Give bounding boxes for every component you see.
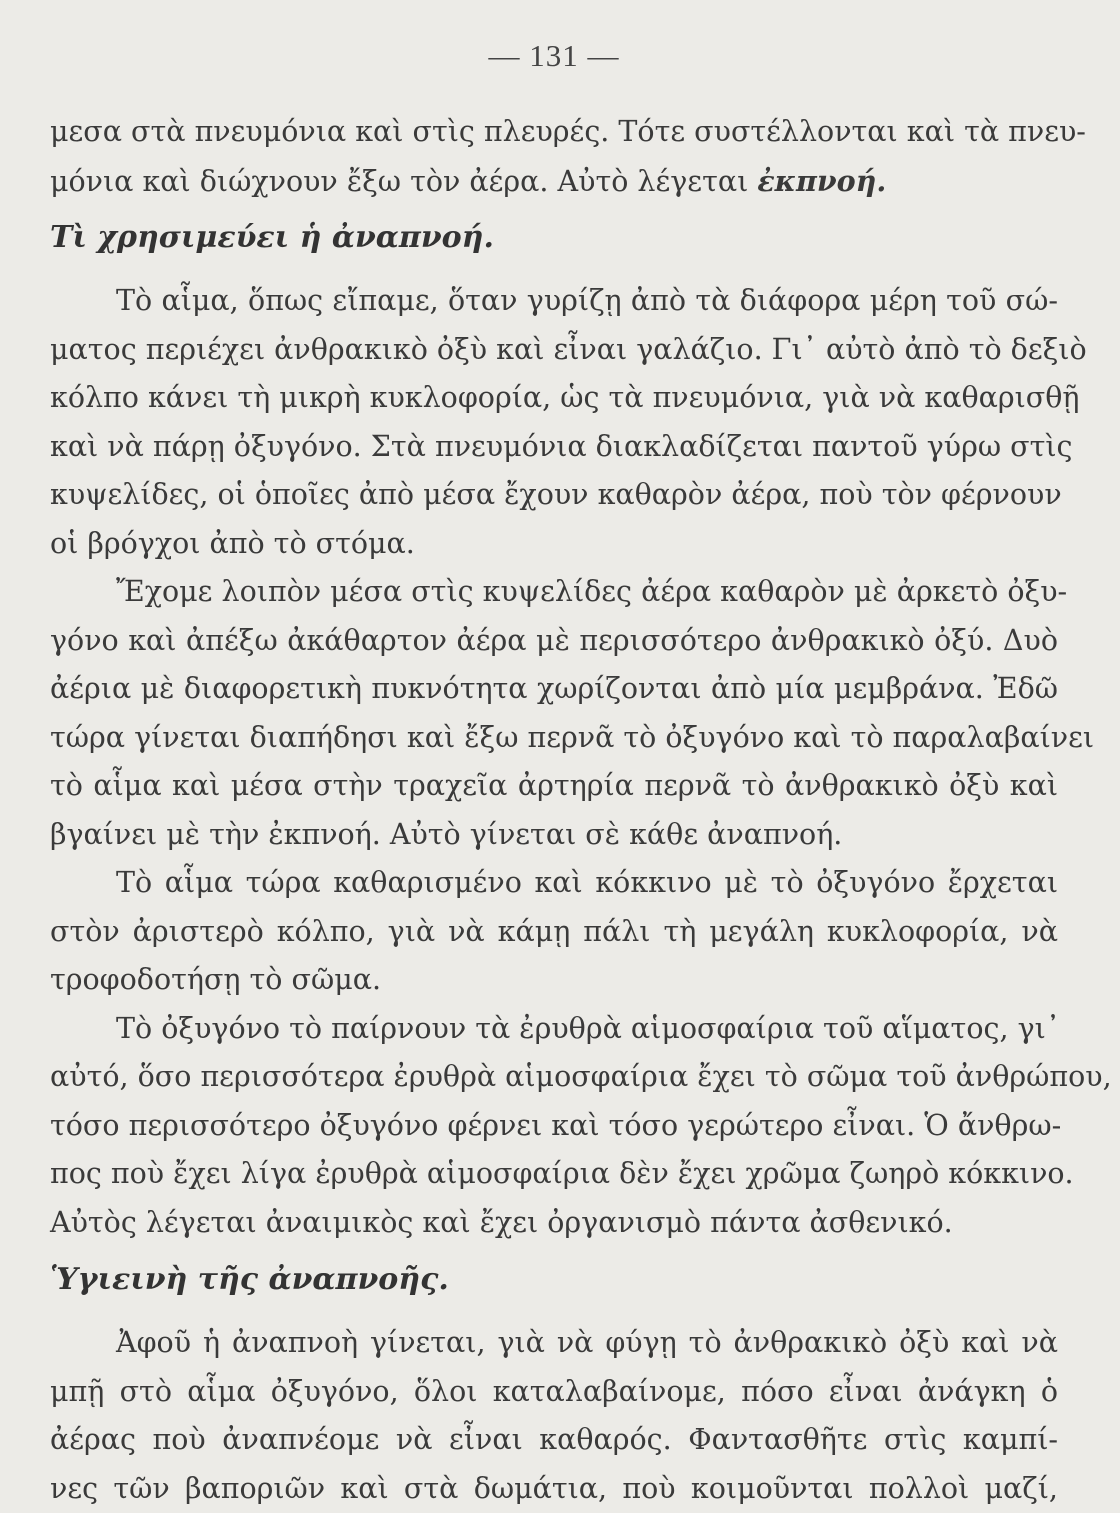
- text-line: Τὸ αἷμα τώρα καθαρισμένο καὶ κόκκινο μὲ τὸ ὀξυγόνο ἔρχεται: [50, 859, 1058, 908]
- text-line: κόλπο κάνει τὴ μικρὴ κυκλοφορία, ὡς τὰ πνευμόνια, γιὰ νὰ καθαρισθῇ: [50, 374, 1058, 423]
- term-ekpnoi: ἐκπνοή.: [757, 164, 886, 198]
- paragraph-5: [50, 1319, 1058, 1513]
- section-heading-breathing-purpose: Τὶ χρησιμεύει ἡ ἀναπνοή.: [50, 213, 1058, 263]
- text-line: στὸν ἀριστερὸ κόλπο, γιὰ νὰ κάμῃ πάλι τὴ μεγάλη κυκλοφορία, νὰ: [50, 908, 1058, 957]
- text-line: κυψελίδες, οἱ ὁποῖες ἀπὸ μέσα ἔχουν καθαρὸν ἀέρα, ποὺ τὸν φέρνουν: [50, 471, 1058, 520]
- text-line: τόσο περισσότερο ὀξυγόνο φέρνει καὶ τόσο γερώτερο εἶναι. Ὁ ἄνθρω-: [50, 1102, 1058, 1151]
- text-line: πος ποὺ ἔχει λίγα ἐρυθρὰ αἱμοσφαίρια δὲν ἔχει χρῶμα ζωηρὸ κόκκινο.: [50, 1150, 1058, 1199]
- text-line: ματος περιέχει ἀνθρακικὸ ὀξὺ καὶ εἶναι γαλάζιο. Γι᾿ αὐτὸ ἀπὸ τὸ δεξιὸ: [50, 326, 1058, 375]
- text-line: Ἔχομε λοιπὸν μέσα στὶς κυψελίδες ἀέρα καθαρὸν μὲ ἀρκετὸ ὀξυ-: [50, 568, 1058, 617]
- text-line: [50, 157, 1058, 206]
- paragraph-4: [50, 1005, 1058, 1248]
- text-line: νες τῶν βαποριῶν καὶ στὰ δωμάτια, ποὺ κοιμοῦνται πολλοὶ μαζί,: [50, 1465, 1058, 1513]
- text-line: οἱ βρόγχοι ἀπὸ τὸ στόμα.: [50, 520, 1058, 569]
- text-line: τροφοδοτήσῃ τὸ σῶμα.: [50, 956, 1058, 1005]
- paragraph-1: [50, 277, 1058, 568]
- text-line-part: μόνια καὶ διώχνουν ἔξω τὸν ἀέρα. Αὐτὸ λέγεται: [50, 165, 757, 198]
- text-line: Τὸ αἷμα, ὅπως εἴπαμε, ὅταν γυρίζῃ ἀπὸ τὰ διάφορα μέρη τοῦ σώ-: [50, 277, 1058, 326]
- text-line: Τὸ ὀξυγόνο τὸ παίρνουν τὰ ἐρυθρὰ αἱμοσφαίρια τοῦ αἵματος, γι᾿: [50, 1005, 1058, 1054]
- page-number: — 131 —: [50, 38, 1058, 74]
- text-line: Αὐτὸς λέγεται ἀναιμικὸς καὶ ἔχει ὀργανισμὸ πάντα ἀσθενικό.: [50, 1199, 1058, 1248]
- text-line: τώρα γίνεται διαπήδησι καὶ ἔξω περνᾶ τὸ ὀξυγόνο καὶ τὸ παραλαβαίνει: [50, 714, 1058, 763]
- text-line: ἀέρια μὲ διαφορετικὴ πυκνότητα χωρίζονται ἀπὸ μία μεμβράνα. Ἐδῶ: [50, 665, 1058, 714]
- text-line: αὐτό, ὅσο περισσότερα ἐρυθρὰ αἱμοσφαίρια ἔχει τὸ σῶμα τοῦ ἀνθρώπου,: [50, 1053, 1058, 1102]
- intro-paragraph: [50, 108, 1058, 205]
- paragraph-3: [50, 859, 1058, 1005]
- text-line: καὶ νὰ πάρῃ ὀξυγόνο. Στὰ πνευμόνια διακλαδίζεται παντοῦ γύρω στὶς: [50, 423, 1058, 472]
- text-line: τὸ αἷμα καὶ μέσα στὴν τραχεῖα ἀρτηρία περνᾶ τὸ ἀνθρακικὸ ὀξὺ καὶ: [50, 762, 1058, 811]
- section-heading-breathing-hygiene: Ὑγιεινὴ τῆς ἀναπνοῆς.: [50, 1255, 1058, 1305]
- paragraph-2: [50, 568, 1058, 859]
- text-line: μπῇ στὸ αἷμα ὀξυγόνο, ὅλοι καταλαβαίνομε, πόσο εἶναι ἀνάγκη ὁ: [50, 1368, 1058, 1417]
- text-line: μεσα στὰ πνευμόνια καὶ στὶς πλευρές. Τότε συστέλλονται καὶ τὰ πνευ-: [50, 108, 1058, 157]
- text-line: βγαίνει μὲ τὴν ἐκπνοή. Αὐτὸ γίνεται σὲ κάθε ἀναπνοή.: [50, 811, 1058, 860]
- text-line: γόνο καὶ ἀπέξω ἀκάθαρτον ἀέρα μὲ περισσότερο ἀνθρακικὸ ὀξύ. Δυὸ: [50, 617, 1058, 666]
- text-line: Ἀφοῦ ἡ ἀναπνοὴ γίνεται, γιὰ νὰ φύγῃ τὸ ἀνθρακικὸ ὀξὺ καὶ νὰ: [50, 1319, 1058, 1368]
- text-line: ἀέρας ποὺ ἀναπνέομε νὰ εἶναι καθαρός. Φαντασθῆτε στὶς καμπί-: [50, 1416, 1058, 1465]
